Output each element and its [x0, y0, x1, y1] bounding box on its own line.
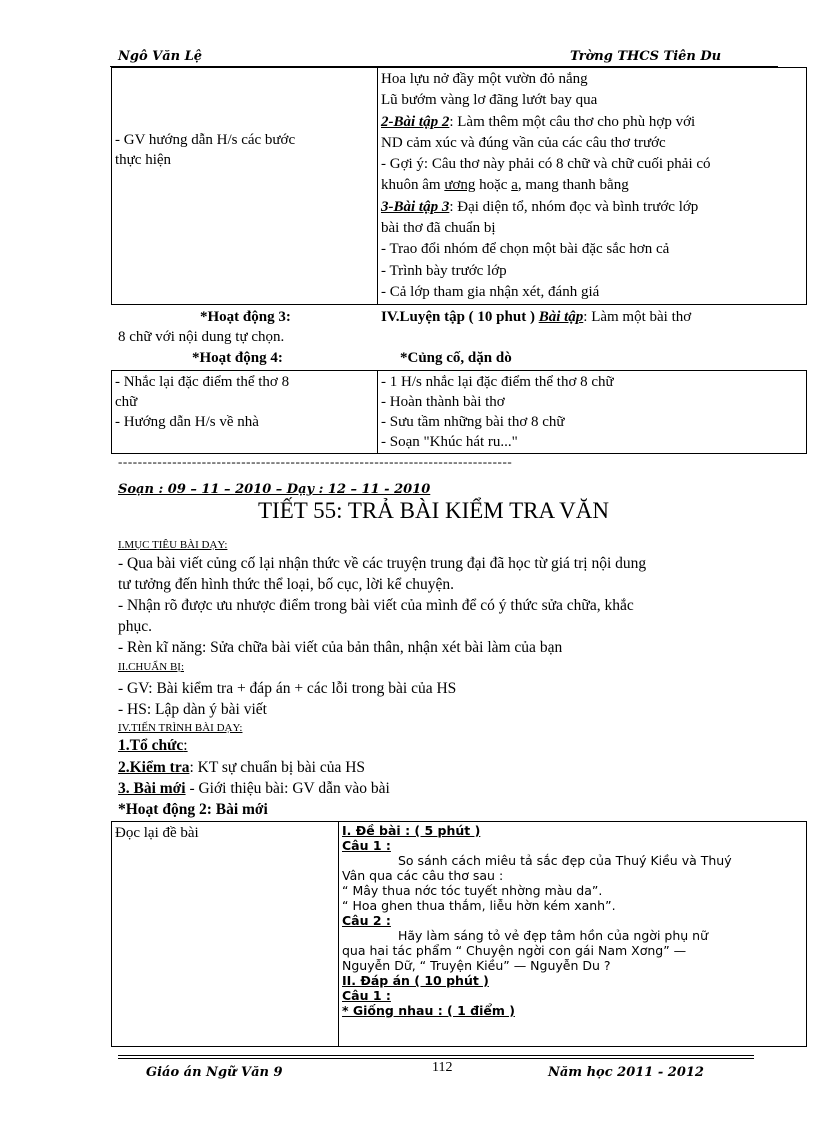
exercise-3-label: 3-Bài tập 3 — [381, 198, 450, 215]
exercise-2-label: 2-Bài tập 2 — [381, 113, 450, 130]
exam-right-cell — [339, 822, 807, 1047]
activity-table-2 — [111, 370, 807, 454]
practice-line — [381, 309, 691, 326]
answer-1-label: Câu 1 : — [342, 988, 391, 1003]
activity-table-1 — [111, 67, 807, 305]
question-2-line: Hãy làm sáng tỏ vẻ đẹp tâm hồn của ngời phụ nữ — [398, 928, 708, 943]
answer-heading: II. Đáp án ( 10 phút ) — [342, 973, 489, 988]
footer-course: Giáo án Ngữ Văn 9 — [146, 1065, 283, 1080]
question-1-line: So sánh cách miêu tả sắc đẹp của Thuý Kiều và Thuý — [398, 853, 732, 868]
check-label: 2.Kiểm tra — [118, 759, 190, 776]
rhyme-mid: hoặc — [475, 177, 512, 194]
table1-right-line: Lũ bướm vàng lơ đãng lướt bay qua — [381, 92, 598, 109]
dashed-separator: -------------------------------------------------------------------------------- — [118, 454, 513, 469]
objective-line: - Qua bài viết củng cố lại nhận thức về các truyện trung đại đã học từ giá trị nội dung — [118, 555, 647, 572]
table1-left-cell — [112, 68, 378, 305]
rhyme-a: a — [511, 177, 518, 194]
question-2-line: Nguyễn Dữ, “ Truyện Kiều” — Nguyễn Du ? — [342, 958, 611, 973]
lesson-dates: Soạn : 09 – 11 – 2010 – Dạy : 12 – 11 - 2010 — [118, 482, 431, 497]
table1-left-line: thực hiện — [115, 152, 172, 168]
section-preparation: II.CHUẨN BỊ: — [118, 661, 184, 673]
org-colon: : — [183, 737, 188, 754]
activity-4-label: *Hoạt động 4: — [192, 350, 283, 366]
activity-2-label: *Hoạt động 2: Bài mới — [118, 801, 268, 818]
table2-left-cell — [112, 371, 378, 454]
org-line — [118, 737, 188, 755]
exam-left-text: Đọc lại đề bài — [115, 825, 199, 841]
table2-left-line: - Hướng dẫn H/s về nhà — [115, 414, 259, 430]
table2-right-cell — [378, 371, 807, 454]
new-lesson-line — [118, 780, 390, 798]
practice-exercise-label: Bài tập — [538, 309, 584, 325]
question-1-line: “ Hoa ghen thua thắm, liễu hờn kém xanh”. — [342, 898, 616, 913]
objective-line: tư tưởng đến hình thức thể loại, bố cục, lời kể chuyện. — [118, 576, 455, 593]
consolidation-title: *Củng cố, dặn dò — [400, 350, 512, 366]
practice-title: IV.Luyện tập ( 10 phut ) — [381, 309, 535, 325]
rhyme-pre: khuôn âm — [381, 177, 445, 194]
table1-right-line: bài thơ đã chuẩn bị — [381, 220, 496, 237]
lesson-title: TIẾT 55: TRẢ BÀI KIỂM TRA VĂN — [258, 498, 609, 523]
table2-left-line: chữ — [115, 394, 138, 410]
table2-left-line: - Nhắc lại đặc điểm thể thơ 8 — [115, 374, 290, 390]
rhyme-post: , mang thanh bằng — [517, 177, 629, 194]
preparation-line: - HS: Lập dàn ý bài viết — [118, 701, 267, 718]
new-lesson-label: 3. Bài mới — [118, 780, 186, 797]
footer-rule-2 — [118, 1058, 754, 1059]
exercise-2-line — [381, 112, 803, 133]
exam-question-heading: I. Đề bài : ( 5 phút ) — [342, 823, 481, 838]
exercise-3-line — [381, 197, 803, 218]
question-2-label: Câu 2 : — [342, 913, 391, 928]
table1-right-line: - Gợi ý: Câu thơ này phải có 8 chữ và chữ cuối phải có — [381, 156, 711, 173]
table1-right-line: ND cảm xúc và đúng vần của các câu thơ trước — [381, 134, 666, 151]
preparation-line: - GV: Bài kiểm tra + đáp án + các lỗi trong bài của HS — [118, 680, 457, 697]
rhyme-hint-line — [381, 175, 803, 196]
question-1-line: “ Mây thua nớc tóc tuyết nhờng màu da”. — [342, 883, 603, 898]
practice-text: : Làm một bài thơ — [583, 309, 692, 325]
exercise-3-text: : Đại diện tổ, nhóm đọc và bình trước lớp — [449, 198, 699, 215]
table1-right-cell — [378, 68, 807, 305]
question-1-label: Câu 1 : — [342, 838, 391, 853]
table1-left-line: - GV hướng dẫn H/s các bước — [115, 132, 296, 148]
check-text: : KT sự chuẩn bị bài của HS — [189, 759, 366, 776]
practice-continuation: 8 chữ với nội dung tự chọn. — [118, 329, 285, 345]
exam-table — [111, 821, 807, 1047]
new-lesson-text: - Giới thiệu bài: GV dẫn vào bài — [185, 780, 390, 797]
exercise-2-text: : Làm thêm một câu thơ cho phù hợp với — [449, 113, 696, 130]
org-label: 1.Tổ chức — [118, 737, 184, 754]
table2-right-line: - Sưu tầm những bài thơ 8 chữ — [381, 414, 565, 430]
exam-left-cell — [112, 822, 339, 1047]
table2-right-line: - Hoàn thành bài thơ — [381, 394, 505, 410]
check-line — [118, 759, 365, 777]
question-2-line: qua hai tác phẩm “ Chuyện ngời con gái Nam Xơng” — — [342, 943, 687, 958]
question-1-line: Vân qua các câu thơ sau : — [342, 868, 504, 883]
footer-rule-1 — [118, 1055, 754, 1056]
objective-line: phục. — [118, 618, 153, 635]
rhyme-ương: ương — [444, 177, 476, 194]
activity-3-label: *Hoạt động 3: — [200, 309, 291, 325]
table1-right-line: - Trao đổi nhóm để chọn một bài đặc sắc hơn cả — [381, 241, 670, 258]
objectives-block — [118, 553, 788, 658]
section-objectives: I.MỤC TIÊU BÀI DẠY: — [118, 539, 228, 551]
similarity-heading: * Giống nhau : ( 1 điểm ) — [342, 1003, 515, 1018]
table1-right-line: Hoa lựu nở đầy một vườn đỏ nắng — [381, 71, 588, 87]
table2-right-line: - Soạn "Khúc hát ru..." — [381, 434, 518, 450]
table2-right-line: - 1 H/s nhắc lại đặc điểm thể thơ 8 chữ — [381, 374, 614, 390]
footer-year: Năm học 2011 - 2012 — [548, 1065, 704, 1080]
objective-line: - Nhận rõ được ưu nhược điểm trong bài viết của mình để có ý thức sửa chữa, khắc — [118, 597, 634, 614]
table1-right-line: - Trình bày trước lớp — [381, 262, 507, 279]
preparation-block — [118, 678, 456, 720]
header-school: Trờng THCS Tiên Du — [570, 49, 722, 64]
page-number: 112 — [432, 1060, 453, 1075]
table1-right-line: - Cả lớp tham gia nhận xét, đánh giá — [381, 283, 600, 300]
section-procedure: IV.TIẾN TRÌNH BÀI DẠY: — [118, 722, 243, 734]
header-author: Ngô Văn Lệ — [118, 49, 203, 64]
objective-line: - Rèn kĩ năng: Sửa chữa bài viết của bản thân, nhận xét bài làm của bạn — [118, 639, 563, 656]
